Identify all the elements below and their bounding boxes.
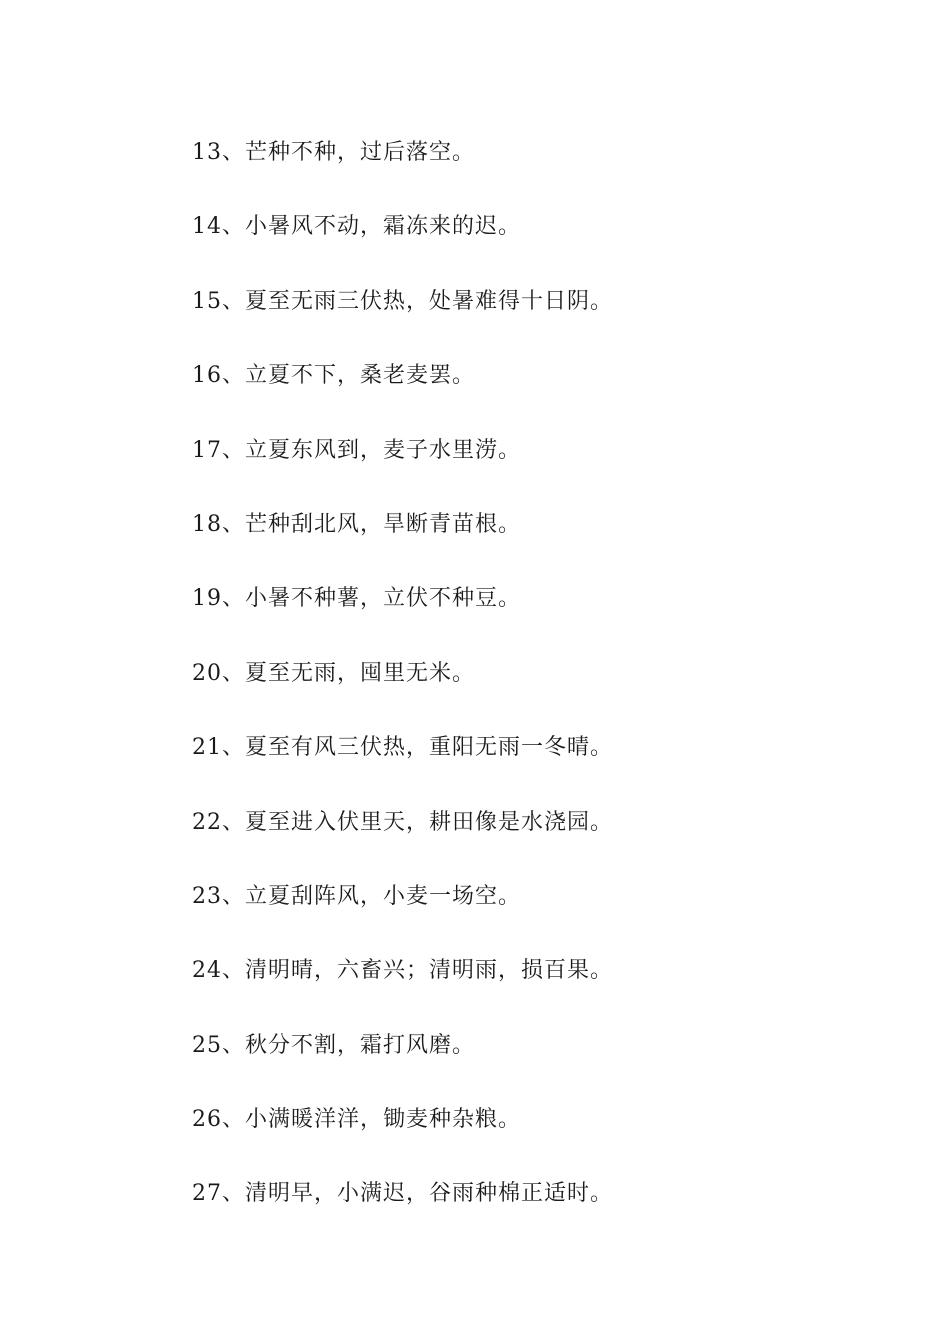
proverb-line: 23、立夏刮阵风，小麦一场空。 <box>192 883 521 909</box>
proverb-line: 15、夏至无雨三伏热，处暑难得十日阴。 <box>192 288 613 314</box>
proverb-line: 26、小满暖洋洋，锄麦种杂粮。 <box>192 1107 521 1133</box>
proverb-list <box>192 134 613 1250</box>
proverb-line: 27、清明早，小满迟，谷雨种棉正适时。 <box>192 1181 613 1207</box>
proverb-line: 14、小暑风不动，霜冻来的迟。 <box>192 214 521 240</box>
proverb-line: 20、夏至无雨，囤里无米。 <box>192 660 475 686</box>
proverb-line: 16、立夏不下，桑老麦罢。 <box>192 363 475 389</box>
proverb-line: 18、芒种刮北风，旱断青苗根。 <box>192 511 521 537</box>
proverb-line: 25、秋分不割，霜打风磨。 <box>192 1032 475 1058</box>
proverb-line: 24、清明晴，六畜兴；清明雨，损百果。 <box>192 958 613 984</box>
proverb-line: 17、立夏东风到，麦子水里涝。 <box>192 437 521 463</box>
proverb-line: 13、芒种不种，过后落空。 <box>192 140 475 165</box>
proverb-line: 21、夏至有风三伏热，重阳无雨一冬晴。 <box>192 735 613 761</box>
proverb-line: 22、夏至进入伏里天，耕田像是水浇园。 <box>192 809 613 835</box>
proverb-line: 19、小暑不种薯，立伏不种豆。 <box>192 586 521 612</box>
